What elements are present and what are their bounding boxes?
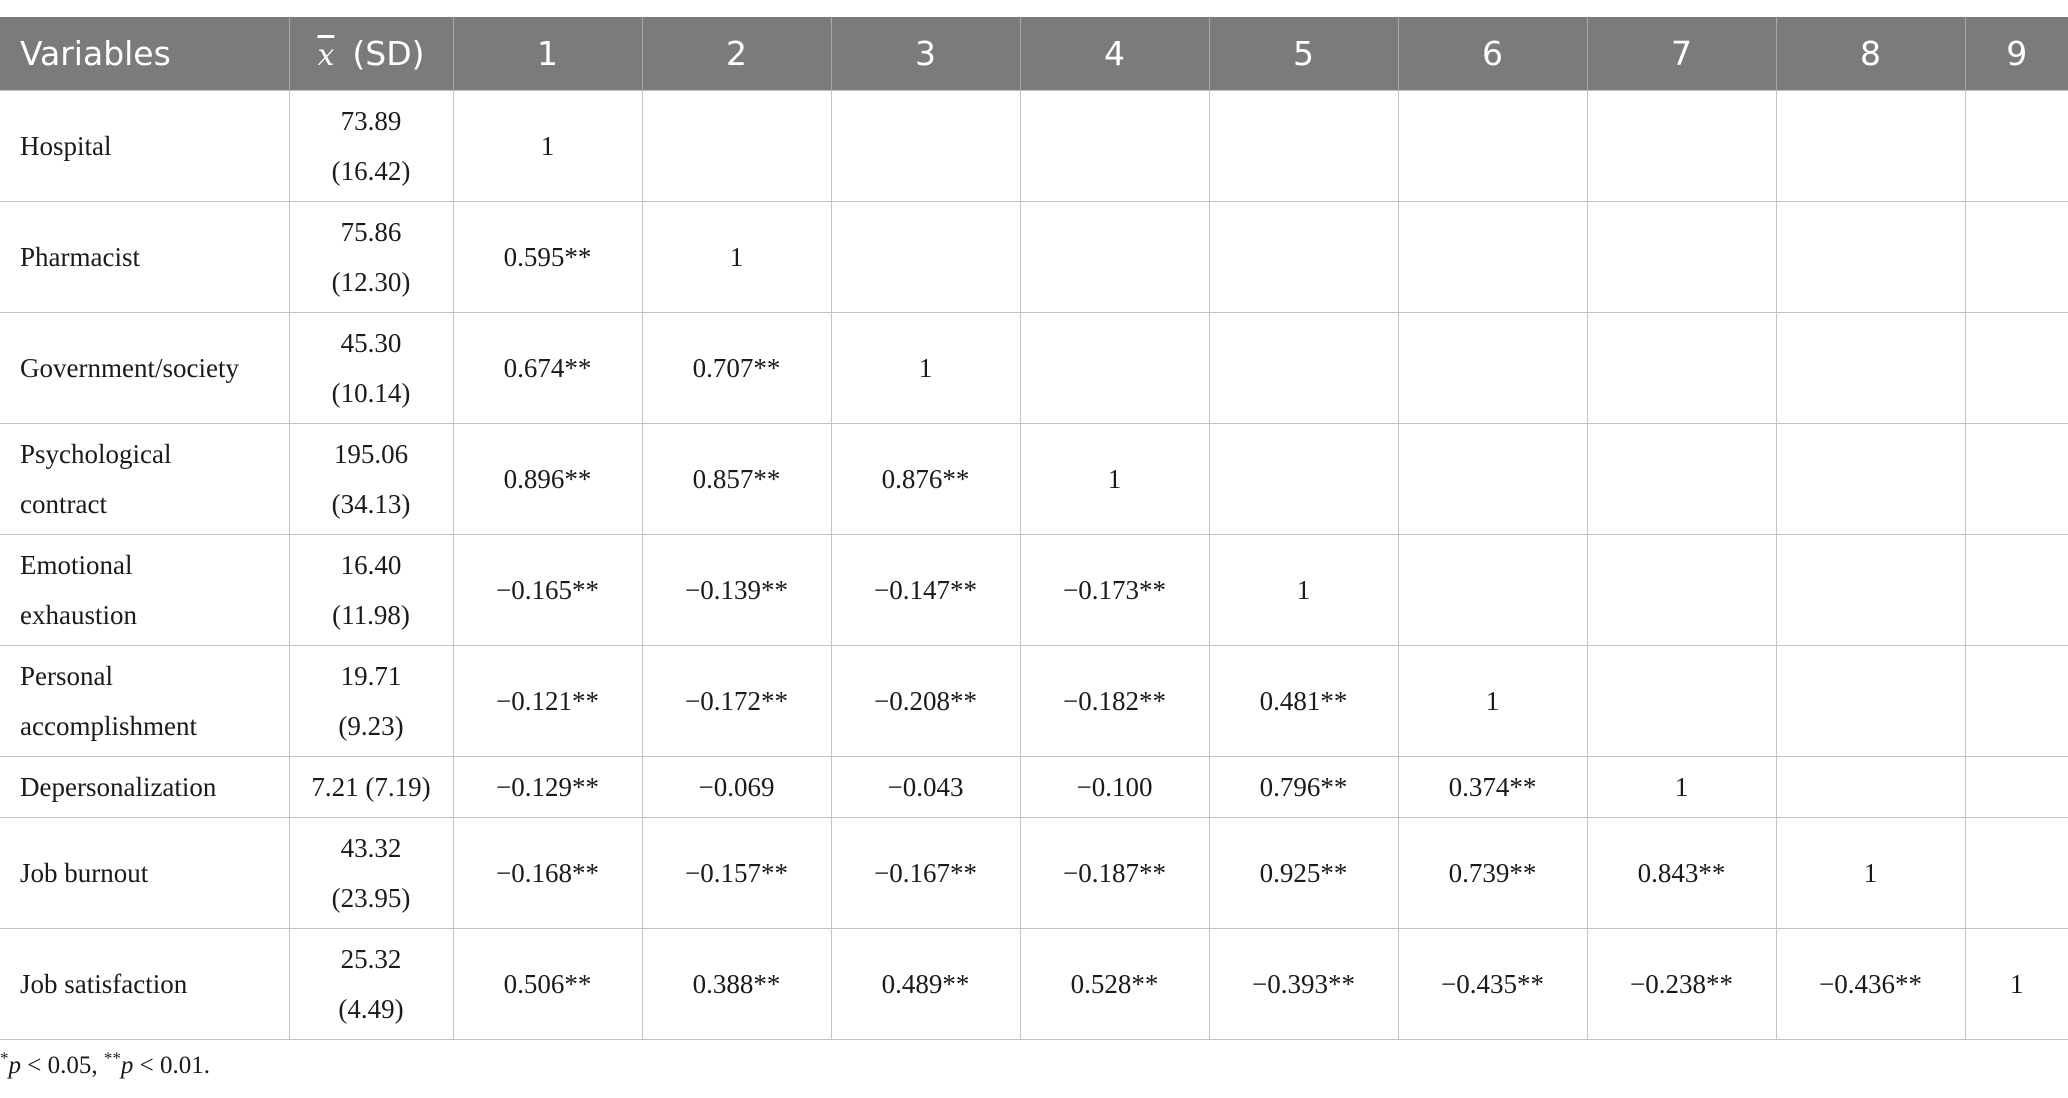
correlation-cell (1587, 424, 1776, 535)
row-label: Job burnout (0, 818, 289, 929)
mean-value: 45.30 (340, 328, 402, 358)
correlation-cell (1965, 757, 2068, 818)
sd-value: (23.95) (331, 883, 411, 913)
header-col-5: 5 (1209, 17, 1398, 91)
correlation-cell: 0.876** (831, 424, 1020, 535)
header-col-3: 3 (831, 17, 1020, 91)
header-variables: Variables (0, 17, 289, 91)
correlation-cell: −0.182** (1020, 646, 1209, 757)
header-sd: (SD) (352, 34, 425, 73)
correlation-cell: −0.129** (453, 757, 642, 818)
correlation-cell (1020, 91, 1209, 202)
correlation-cell: 0.489** (831, 929, 1020, 1040)
mean-sd-cell: 7.21 (7.19) (289, 757, 453, 818)
correlation-cell: 0.374** (1398, 757, 1587, 818)
footnote-p-1: p (8, 1052, 21, 1079)
correlation-cell: −0.121** (453, 646, 642, 757)
correlation-cell (1965, 818, 2068, 929)
mean-sd-cell (289, 929, 453, 1040)
footnote-text-2: < 0.01. (133, 1052, 210, 1079)
correlation-cell (1398, 202, 1587, 313)
correlation-cell (831, 202, 1020, 313)
sd-value: (4.49) (338, 994, 404, 1024)
correlation-cell: 0.896** (453, 424, 642, 535)
correlation-cell: −0.100 (1020, 757, 1209, 818)
row-label: Pharmacist (0, 202, 289, 313)
correlation-cell: 0.707** (642, 313, 831, 424)
correlation-cell: −0.043 (831, 757, 1020, 818)
correlation-cell: 1 (1587, 757, 1776, 818)
table-footnote (0, 1048, 210, 1080)
mean-sd-cell (289, 313, 453, 424)
correlation-cell: 0.506** (453, 929, 642, 1040)
correlation-cell (1965, 202, 2068, 313)
correlation-cell: 0.925** (1209, 818, 1398, 929)
correlation-cell (1965, 91, 2068, 202)
correlation-cell (1209, 313, 1398, 424)
correlation-cell (1398, 535, 1587, 646)
correlation-cell (1776, 535, 1965, 646)
header-col-6: 6 (1398, 17, 1587, 91)
table-row-depersonalization (0, 757, 2068, 818)
mean-sd-cell (289, 202, 453, 313)
correlation-cell: 0.388** (642, 929, 831, 1040)
table-row-emotional-exhaustion (0, 535, 2068, 646)
mean-value: 16.40 (340, 550, 402, 580)
mean-value: 73.89 (340, 106, 402, 136)
correlation-cell (1587, 202, 1776, 313)
correlation-cell (1776, 91, 1965, 202)
correlation-cell (1209, 424, 1398, 535)
mean-value: 43.32 (340, 833, 402, 863)
row-label-line: accomplishment (20, 711, 197, 741)
correlation-cell (1965, 646, 2068, 757)
correlation-cell (1965, 535, 2068, 646)
sd-value: (16.42) (331, 156, 411, 186)
correlation-cell: −0.147** (831, 535, 1020, 646)
footnote-p-2: p (120, 1052, 134, 1079)
table-row-job-burnout (0, 818, 2068, 929)
correlation-cell (1776, 424, 1965, 535)
correlation-cell: 1 (831, 313, 1020, 424)
correlation-cell: 1 (1209, 535, 1398, 646)
mean-symbol: $\overline{x}$ (317, 38, 335, 73)
mean-sd-cell (289, 535, 453, 646)
correlation-cell: −0.187** (1020, 818, 1209, 929)
correlation-cell (1209, 91, 1398, 202)
correlation-cell: 0.528** (1020, 929, 1209, 1040)
correlation-cell: −0.173** (1020, 535, 1209, 646)
correlation-cell: 1 (642, 202, 831, 313)
footnote-star-1: * (0, 1048, 9, 1068)
row-label (0, 535, 289, 646)
row-label: Government/society (0, 313, 289, 424)
sd-value: (12.30) (331, 267, 411, 297)
correlation-cell: 0.674** (453, 313, 642, 424)
correlation-cell (1587, 313, 1776, 424)
row-label (0, 646, 289, 757)
sd-value: (34.13) (331, 489, 411, 519)
header-col-9: 9 (1965, 17, 2068, 91)
correlation-cell (1965, 313, 2068, 424)
footnote-star-2: ** (103, 1048, 121, 1068)
correlation-cell: −0.139** (642, 535, 831, 646)
mean-value: 195.06 (333, 439, 409, 469)
correlation-cell: 1 (1776, 818, 1965, 929)
correlation-cell: 0.739** (1398, 818, 1587, 929)
sd-value: (10.14) (331, 378, 411, 408)
correlation-cell: 0.481** (1209, 646, 1398, 757)
header-col-7: 7 (1587, 17, 1776, 91)
row-label-line: Personal (20, 661, 113, 691)
correlation-cell: 0.796** (1209, 757, 1398, 818)
correlation-cell (1587, 91, 1776, 202)
row-label-line: exhaustion (20, 600, 137, 630)
row-label: Job satisfaction (0, 929, 289, 1040)
table-row-pharmacist (0, 202, 2068, 313)
row-label-line: contract (20, 489, 107, 519)
correlation-cell: −0.165** (453, 535, 642, 646)
correlation-cell: 0.843** (1587, 818, 1776, 929)
correlation-cell (642, 91, 831, 202)
row-label (0, 424, 289, 535)
correlation-cell (1965, 424, 2068, 535)
mean-sd-cell (289, 424, 453, 535)
header-mean-sd (289, 17, 453, 91)
correlation-cell (1587, 535, 1776, 646)
correlation-cell: 1 (1020, 424, 1209, 535)
table-row-government-society (0, 313, 2068, 424)
mean-value: 75.86 (340, 217, 402, 247)
correlation-cell: −0.436** (1776, 929, 1965, 1040)
correlation-cell: −0.157** (642, 818, 831, 929)
correlation-cell (1776, 313, 1965, 424)
correlation-table (0, 17, 2068, 1040)
footnote-text-1: < 0.05, (21, 1052, 104, 1079)
correlation-cell (1587, 646, 1776, 757)
correlation-cell: 1 (453, 91, 642, 202)
correlation-cell: −0.208** (831, 646, 1020, 757)
correlation-cell: −0.393** (1209, 929, 1398, 1040)
correlation-cell: −0.168** (453, 818, 642, 929)
mean-sd-cell (289, 91, 453, 202)
row-label-line: Psychological (20, 439, 172, 469)
correlation-table-container (0, 17, 2068, 1040)
mean-value: 25.32 (340, 944, 402, 974)
header-row (0, 17, 2068, 91)
table-row-job-satisfaction (0, 929, 2068, 1040)
correlation-cell (1398, 424, 1587, 535)
correlation-cell (1776, 646, 1965, 757)
correlation-cell (1776, 757, 1965, 818)
correlation-cell: 1 (1965, 929, 2068, 1040)
correlation-cell (1020, 313, 1209, 424)
correlation-cell (1398, 91, 1587, 202)
row-label: Depersonalization (0, 757, 289, 818)
correlation-cell (1398, 313, 1587, 424)
correlation-cell: −0.069 (642, 757, 831, 818)
row-label: Hospital (0, 91, 289, 202)
correlation-cell: −0.167** (831, 818, 1020, 929)
correlation-cell (1020, 202, 1209, 313)
correlation-cell: 0.857** (642, 424, 831, 535)
header-col-2: 2 (642, 17, 831, 91)
correlation-cell (1776, 202, 1965, 313)
table-row-hospital (0, 91, 2068, 202)
mean-value: 19.71 (340, 661, 402, 691)
correlation-cell (1209, 202, 1398, 313)
sd-value: (11.98) (332, 600, 410, 630)
mean-sd-cell (289, 818, 453, 929)
correlation-cell: −0.172** (642, 646, 831, 757)
correlation-cell: 1 (1398, 646, 1587, 757)
correlation-cell (831, 91, 1020, 202)
table-row-psychological-contract (0, 424, 2068, 535)
correlation-cell: −0.238** (1587, 929, 1776, 1040)
header-col-8: 8 (1776, 17, 1965, 91)
sd-value: (9.23) (338, 711, 404, 741)
header-col-1: 1 (453, 17, 642, 91)
correlation-cell: −0.435** (1398, 929, 1587, 1040)
correlation-cell: 0.595** (453, 202, 642, 313)
mean-sd-cell (289, 646, 453, 757)
header-col-4: 4 (1020, 17, 1209, 91)
table-row-personal-accomplishment (0, 646, 2068, 757)
row-label-line: Emotional (20, 550, 133, 580)
